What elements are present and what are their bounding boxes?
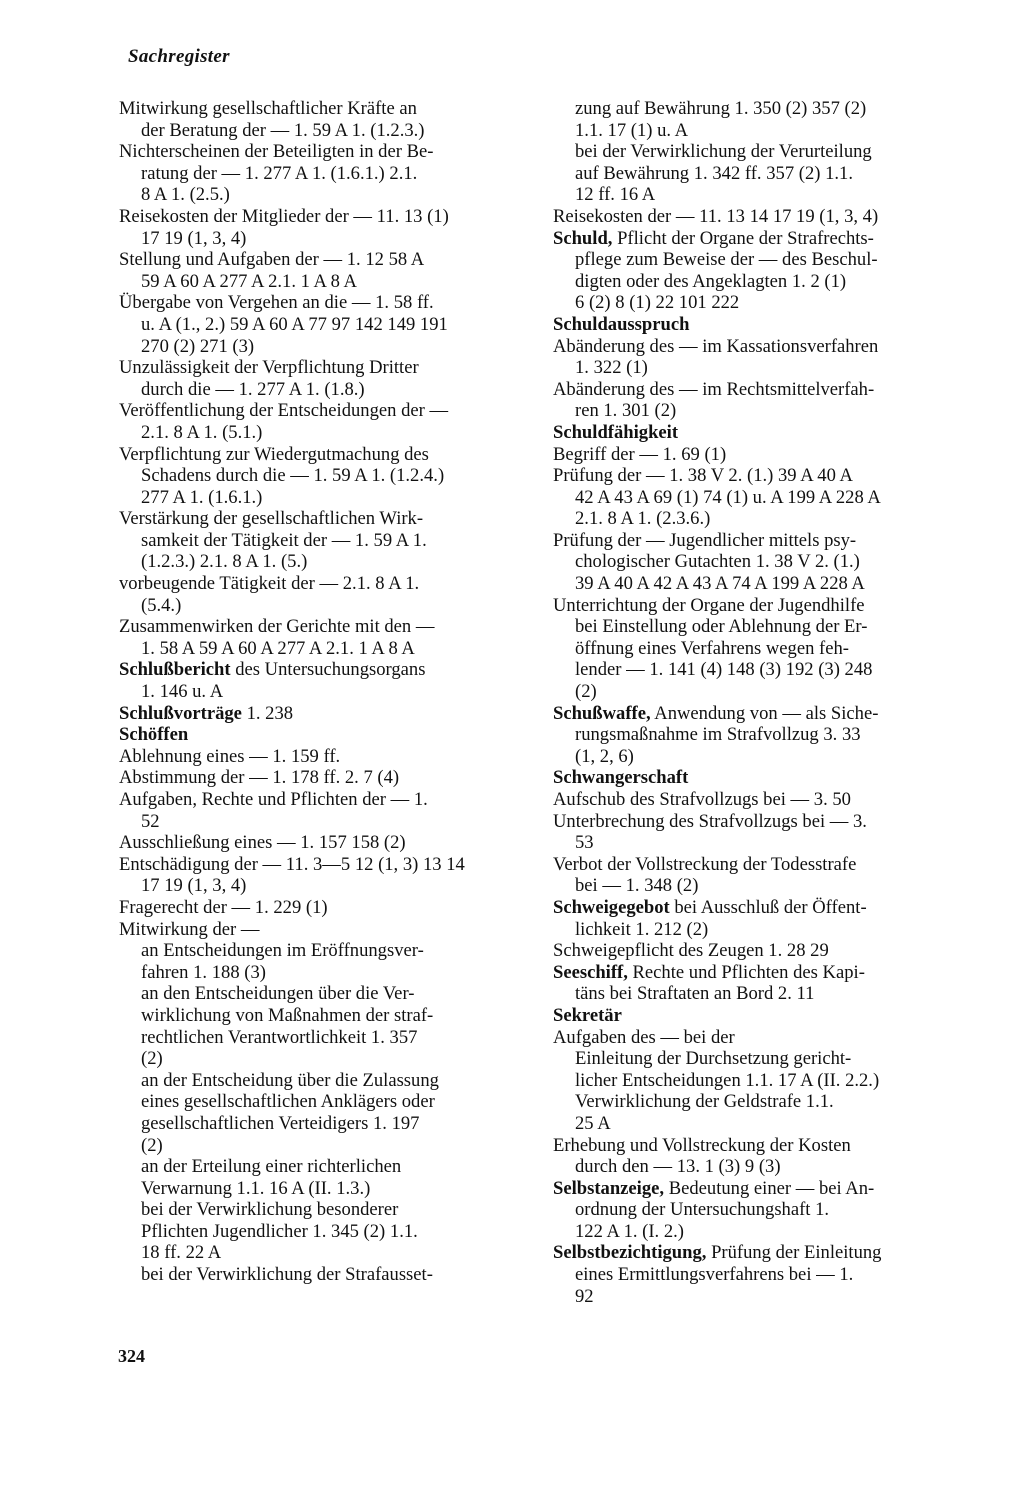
index-entry-line bbox=[553, 120, 965, 142]
index-entry-line bbox=[553, 1286, 965, 1308]
index-entry-text: 1.1. 17 (1) u. A bbox=[575, 119, 689, 141]
index-entry-text: Pflichten Jugendlicher 1. 345 (2) 1.1. bbox=[141, 1220, 418, 1242]
index-entry-line bbox=[553, 163, 965, 185]
index-entry-text: Verwirklichung der Geldstrafe 1.1. bbox=[575, 1091, 834, 1113]
index-heading-term: Schweigegebot bbox=[553, 896, 670, 918]
index-entry-line bbox=[119, 551, 532, 573]
index-entry-line bbox=[119, 120, 532, 142]
index-entry-text: an den Entscheidungen über die Ver- bbox=[141, 983, 415, 1005]
index-entry-text: (1.2.3.) 2.1. 8 A 1. (5.) bbox=[141, 551, 308, 573]
page-number: 324 bbox=[118, 1346, 145, 1366]
index-entry-text: Veröffentlichung der Entscheidungen der — bbox=[119, 400, 449, 422]
index-heading-line bbox=[553, 314, 965, 336]
index-entry-text: an der Erteilung einer richterlichen bbox=[141, 1156, 402, 1178]
index-entry-line bbox=[119, 875, 532, 897]
index-heading-term: Seeschiff, bbox=[553, 961, 628, 983]
index-entry-line bbox=[553, 1156, 965, 1178]
index-entry-line bbox=[553, 983, 965, 1005]
index-entry-line bbox=[553, 1091, 965, 1113]
index-entry-line bbox=[119, 1091, 532, 1113]
index-entry-text: Zusammenwirken der Gerichte mit den — bbox=[119, 616, 435, 638]
index-entry-text: 1. 238 bbox=[241, 702, 294, 724]
index-entry-text: bei der Verwirklichung der Verurteilung bbox=[575, 141, 872, 163]
index-entry-line bbox=[119, 400, 532, 422]
index-entry-text: Nichterscheinen der Beteiligten in der Be- bbox=[119, 141, 434, 163]
index-entry-text: rechtlichen Verantwortlichkeit 1. 357 bbox=[141, 1026, 418, 1048]
index-entry-line bbox=[119, 789, 532, 811]
index-entry-text: fahren 1. 188 (3) bbox=[141, 961, 266, 983]
index-entry-line bbox=[119, 1048, 532, 1070]
index-entry-line bbox=[553, 659, 965, 681]
index-entry-line bbox=[553, 249, 965, 271]
index-entry-text: ren 1. 301 (2) bbox=[575, 400, 677, 422]
index-entry-line bbox=[119, 336, 532, 358]
index-entry-text: Abstimmung der — 1. 178 ff. 2. 7 (4) bbox=[119, 767, 400, 789]
index-entry-line bbox=[553, 465, 965, 487]
index-entry-text: samkeit der Tätigkeit der — 1. 59 A 1. bbox=[141, 529, 427, 551]
index-entry-text: 17 19 (1, 3, 4) bbox=[141, 227, 247, 249]
index-entry-line bbox=[553, 940, 965, 962]
index-entry-text: pflege zum Beweise der — des Beschul- bbox=[575, 249, 878, 271]
index-entry-line bbox=[119, 1264, 532, 1286]
index-entry-line bbox=[119, 379, 532, 401]
index-entry-text: eines Ermittlungsverfahrens bei — 1. bbox=[575, 1264, 854, 1286]
index-heading-term: Schuldausspruch bbox=[553, 313, 690, 335]
index-entry-text: durch den — 13. 1 (3) 9 (3) bbox=[575, 1156, 781, 1178]
index-entry-text: 17 19 (1, 3, 4) bbox=[141, 875, 247, 897]
index-entry-line bbox=[553, 292, 965, 314]
index-heading-term: Selbstbezichtigung, bbox=[553, 1242, 707, 1264]
index-entry-text: (5.4.) bbox=[141, 594, 182, 616]
index-column-right bbox=[553, 98, 965, 1307]
index-entry-text: Aufgaben des — bei der bbox=[553, 1026, 735, 1048]
index-entry-line bbox=[553, 1264, 965, 1286]
index-entry-text: ratung der — 1. 277 A 1. (1.6.1.) 2.1. bbox=[141, 162, 418, 184]
index-entry-text: Aufschub des Strafvollzugs bei — 3. 50 bbox=[553, 789, 851, 810]
index-entry-text: u. A (1., 2.) 59 A 60 A 77 97 142 149 191 bbox=[141, 313, 448, 335]
index-entry-text: digten oder des Angeklagten 1. 2 (1) bbox=[575, 270, 847, 292]
index-entry-line bbox=[553, 638, 965, 660]
index-heading-term: Schuld, bbox=[553, 227, 613, 249]
index-heading-line bbox=[553, 1178, 965, 1200]
index-entry-line bbox=[119, 638, 532, 660]
index-entry-text: 1. 146 u. A bbox=[141, 681, 224, 703]
index-entry-line bbox=[553, 336, 965, 358]
index-entry-text: Prüfung der — Jugendlicher mittels psy- bbox=[553, 529, 857, 551]
index-entry-line bbox=[119, 940, 532, 962]
index-entry-line bbox=[119, 811, 532, 833]
index-entry-line bbox=[119, 897, 532, 919]
index-entry-text: 52 bbox=[141, 810, 160, 832]
index-entry-text: durch die — 1. 277 A 1. (1.8.) bbox=[141, 378, 365, 400]
index-entry-text: Rechte und Pflichten des Kapi- bbox=[627, 961, 865, 983]
index-entry-text: Verwarnung 1.1. 16 A (II. 1.3.) bbox=[141, 1177, 371, 1199]
index-entry-text: Verpflichtung zur Wiedergutmachung des bbox=[119, 443, 429, 465]
index-entry-text: Ausschließung eines — 1. 157 158 (2) bbox=[119, 832, 406, 854]
index-entry-line bbox=[119, 141, 532, 163]
index-entry-line bbox=[119, 508, 532, 530]
index-entry-text: bei der Verwirklichung besonderer bbox=[141, 1199, 399, 1221]
index-entry-line bbox=[119, 919, 532, 941]
index-entry-line bbox=[119, 530, 532, 552]
index-entry-line bbox=[119, 1005, 532, 1027]
index-entry-text: (1, 2, 6) bbox=[575, 745, 634, 767]
index-entry-line bbox=[119, 983, 532, 1005]
index-entry-text: licher Entscheidungen 1.1. 17 A (II. 2.2.) bbox=[575, 1069, 880, 1091]
index-heading-line bbox=[553, 962, 965, 984]
index-entry-text: Erhebung und Vollstreckung der Kosten bbox=[553, 1134, 851, 1156]
index-entry-line bbox=[553, 1199, 965, 1221]
index-entry-text: lichkeit 1. 212 (2) bbox=[575, 918, 709, 940]
index-entry-text: der Beratung der — 1. 59 A 1. (1.2.3.) bbox=[141, 119, 425, 141]
index-heading-term: Schwangerschaft bbox=[553, 767, 689, 789]
index-entry-line bbox=[119, 767, 532, 789]
index-entry-line bbox=[553, 1027, 965, 1049]
index-heading-line bbox=[553, 767, 965, 789]
index-heading-term: Schlußbericht bbox=[119, 659, 231, 681]
index-entry-text: 122 A 1. (I. 2.) bbox=[575, 1220, 684, 1242]
index-entry-line bbox=[553, 206, 965, 228]
index-entry-line bbox=[119, 1199, 532, 1221]
index-entry-line bbox=[119, 206, 532, 228]
index-entry-text: ordnung der Untersuchungshaft 1. bbox=[575, 1199, 830, 1221]
index-entry-text: 1. 58 A 59 A 60 A 277 A 2.1. 1 A 8 A bbox=[141, 637, 415, 659]
index-heading-term: Schöffen bbox=[119, 724, 189, 746]
index-entry-line bbox=[553, 487, 965, 509]
index-entry-line bbox=[553, 379, 965, 401]
index-heading-line bbox=[553, 897, 965, 919]
index-entry-line bbox=[119, 487, 532, 509]
index-entry-line bbox=[119, 1156, 532, 1178]
index-entry-text: bei Einstellung oder Ablehnung der Er- bbox=[575, 616, 868, 638]
index-heading-term: Schlußvorträge bbox=[119, 702, 242, 724]
index-entry-text: chologischer Gutachten 1. 38 V 2. (1.) bbox=[575, 551, 860, 573]
index-heading-line bbox=[553, 422, 965, 444]
index-entry-text: Prüfung der Einleitung bbox=[706, 1242, 882, 1264]
index-entry-text: Begriff der — 1. 69 (1) bbox=[553, 443, 727, 465]
index-entry-text: 39 A 40 A 42 A 43 A 74 A 199 A 228 A bbox=[575, 573, 865, 595]
index-entry-line bbox=[119, 465, 532, 487]
index-entry-line bbox=[553, 875, 965, 897]
index-entry-line bbox=[119, 444, 532, 466]
index-entry-line bbox=[553, 1113, 965, 1135]
index-entry-text: (2) bbox=[141, 1134, 163, 1156]
index-entry-line bbox=[119, 1113, 532, 1135]
index-entry-text: Anwendung von — als Siche- bbox=[650, 702, 879, 724]
index-entry-text: 270 (2) 271 (3) bbox=[141, 335, 255, 357]
index-entry-line bbox=[119, 228, 532, 250]
index-entry-text: 2.1. 8 A 1. (5.1.) bbox=[141, 421, 263, 443]
index-entry-text: Bedeutung einer — bei An- bbox=[664, 1177, 875, 1199]
index-entry-text: Prüfung der — 1. 38 V 2. (1.) 39 A 40 A bbox=[553, 465, 853, 487]
index-entry-text: 53 bbox=[575, 832, 594, 854]
index-entry-line bbox=[553, 724, 965, 746]
index-entry-text: 25 A bbox=[575, 1112, 611, 1134]
index-heading-line bbox=[553, 228, 965, 250]
index-heading-term: Schußwaffe, bbox=[553, 702, 651, 724]
index-entry-text: 12 ff. 16 A bbox=[575, 184, 656, 206]
index-entry-line bbox=[553, 141, 965, 163]
index-entry-line bbox=[553, 854, 965, 876]
index-entry-text: 8 A 1. (2.5.) bbox=[141, 184, 230, 206]
index-entry-line bbox=[119, 249, 532, 271]
index-entry-text: 277 A 1. (1.6.1.) bbox=[141, 486, 263, 508]
index-entry-text: an Entscheidungen im Eröffnungsver- bbox=[141, 940, 424, 962]
index-entry-text: bei — 1. 348 (2) bbox=[575, 875, 699, 897]
index-entry-text: öffnung eines Verfahrens wegen feh- bbox=[575, 637, 849, 659]
index-entry-text: Aufgaben, Rechte und Pflichten der — 1. bbox=[119, 789, 428, 810]
index-entry-text: (2) bbox=[575, 681, 597, 703]
index-heading-term: Selbstanzeige, bbox=[553, 1177, 665, 1199]
index-entry-line bbox=[553, 530, 965, 552]
index-entry-line bbox=[119, 271, 532, 293]
index-entry-text: des Untersuchungsorgans bbox=[230, 659, 426, 681]
index-entry-text: Ablehnung eines — 1. 159 ff. bbox=[119, 745, 341, 767]
index-entry-line bbox=[553, 573, 965, 595]
index-entry-text: Mitwirkung der — bbox=[119, 918, 260, 940]
index-heading-line bbox=[119, 659, 532, 681]
index-entry-line bbox=[119, 1070, 532, 1092]
index-entry-line bbox=[553, 1221, 965, 1243]
index-entry-text: 18 ff. 22 A bbox=[141, 1242, 222, 1264]
index-entry-text: 6 (2) 8 (1) 22 101 222 bbox=[575, 292, 740, 314]
index-entry-line bbox=[119, 314, 532, 336]
index-entry-line bbox=[553, 1048, 965, 1070]
index-entry-text: Reisekosten der Mitglieder der — 11. 13 (1) bbox=[119, 205, 449, 227]
index-entry-line bbox=[119, 616, 532, 638]
index-entry-line bbox=[553, 746, 965, 768]
index-entry-text: Fragerecht der — 1. 229 (1) bbox=[119, 896, 328, 918]
index-entry-line bbox=[553, 595, 965, 617]
index-entry-text: 42 A 43 A 69 (1) 74 (1) u. A 199 A 228 A bbox=[575, 486, 881, 508]
index-entry-line bbox=[553, 832, 965, 854]
index-entry-line bbox=[119, 422, 532, 444]
index-entry-line bbox=[119, 746, 532, 768]
index-entry-text: Unterrichtung der Organe der Jugendhilfe bbox=[553, 594, 865, 616]
index-entry-text: Pflicht der Organe der Strafrechts- bbox=[612, 227, 874, 249]
index-entry-text: (2) bbox=[141, 1048, 163, 1070]
index-entry-line bbox=[119, 595, 532, 617]
index-entry-line bbox=[119, 1027, 532, 1049]
index-entry-text: gesellschaftlichen Verteidigers 1. 197 bbox=[141, 1112, 420, 1134]
index-entry-text: Abänderung des — im Rechtsmittelverfah- bbox=[553, 378, 875, 400]
index-entry-text: auf Bewährung 1. 342 ff. 357 (2) 1.1. bbox=[575, 162, 853, 184]
page-title: Sachregister bbox=[128, 46, 230, 67]
index-entry-line bbox=[119, 832, 532, 854]
index-entry-line bbox=[553, 271, 965, 293]
index-heading-line bbox=[119, 724, 532, 746]
index-entry-line bbox=[119, 962, 532, 984]
index-entry-line bbox=[553, 357, 965, 379]
index-entry-line bbox=[553, 616, 965, 638]
index-entry-line bbox=[119, 854, 532, 876]
index-entry-text: 92 bbox=[575, 1285, 594, 1307]
index-entry-text: Verbot der Vollstreckung der Todesstrafe bbox=[553, 853, 857, 875]
index-entry-text: 2.1. 8 A 1. (2.3.6.) bbox=[575, 508, 711, 530]
index-entry-line bbox=[553, 1135, 965, 1157]
index-entry-line bbox=[553, 508, 965, 530]
index-entry-text: Abänderung des — im Kassationsverfahren bbox=[553, 335, 879, 357]
index-entry-line bbox=[119, 98, 532, 120]
index-heading-term: Sekretär bbox=[553, 1004, 622, 1026]
index-entry-text: eines gesellschaftlichen Anklägers oder bbox=[141, 1091, 435, 1113]
index-heading-line bbox=[553, 1242, 965, 1264]
index-entry-line bbox=[119, 1135, 532, 1157]
index-entry-line bbox=[553, 919, 965, 941]
index-heading-term: Schuldfähigkeit bbox=[553, 421, 679, 443]
index-entry-line bbox=[119, 573, 532, 595]
index-entry-line bbox=[119, 1242, 532, 1264]
index-entry-line bbox=[553, 98, 965, 120]
index-entry-text: Entschädigung der — 11. 3—5 12 (1, 3) 13 14 bbox=[119, 853, 465, 875]
index-entry-text: Einleitung der Durchsetzung gericht- bbox=[575, 1048, 852, 1070]
index-entry-text: rungsmaßnahme im Strafvollzug 3. 33 bbox=[575, 724, 861, 746]
index-heading-line bbox=[119, 703, 532, 725]
index-entry-text: bei Ausschluß der Öffent- bbox=[669, 896, 867, 918]
index-entry-text: Verstärkung der gesellschaftlichen Wirk- bbox=[119, 508, 424, 530]
index-entry-line bbox=[553, 444, 965, 466]
index-entry-text: zung auf Bewährung 1. 350 (2) 357 (2) bbox=[575, 98, 867, 119]
index-entry-line bbox=[119, 681, 532, 703]
index-entry-line bbox=[553, 811, 965, 833]
index-entry-text: an der Entscheidung über die Zulassung bbox=[141, 1069, 439, 1091]
index-entry-text: lender — 1. 141 (4) 148 (3) 192 (3) 248 bbox=[575, 659, 873, 681]
index-entry-text: Stellung und Aufgaben der — 1. 12 58 A bbox=[119, 249, 425, 271]
index-entry-text: Unzulässigkeit der Verpflichtung Dritter bbox=[119, 357, 419, 379]
index-heading-line bbox=[553, 1005, 965, 1027]
index-entry-text: Mitwirkung gesellschaftlicher Kräfte an bbox=[119, 98, 417, 119]
index-entry-line bbox=[553, 400, 965, 422]
index-entry-text: bei der Verwirklichung der Strafausset- bbox=[141, 1264, 433, 1286]
index-entry-line bbox=[119, 357, 532, 379]
index-entry-line bbox=[119, 163, 532, 185]
index-entry-line bbox=[119, 184, 532, 206]
index-entry-line bbox=[119, 292, 532, 314]
index-entry-text: 1. 322 (1) bbox=[575, 357, 648, 379]
index-entry-text: Reisekosten der — 11. 13 14 17 19 (1, 3, 4) bbox=[553, 205, 879, 227]
index-entry-text: täns bei Straftaten an Bord 2. 11 bbox=[575, 983, 815, 1005]
index-entry-line bbox=[553, 184, 965, 206]
index-entry-line bbox=[553, 789, 965, 811]
index-entry-text: Schadens durch die — 1. 59 A 1. (1.2.4.) bbox=[141, 465, 445, 487]
index-entry-line bbox=[553, 1070, 965, 1092]
index-entry-line bbox=[553, 551, 965, 573]
index-entry-text: wirklichung von Maßnahmen der straf- bbox=[141, 1004, 434, 1026]
index-entry-text: Übergabe von Vergehen an die — 1. 58 ff. bbox=[119, 292, 434, 314]
index-entry-line bbox=[119, 1178, 532, 1200]
index-entry-text: vorbeugende Tätigkeit der — 2.1. 8 A 1. bbox=[119, 573, 420, 595]
index-heading-line bbox=[553, 703, 965, 725]
index-entry-text: Schweigepflicht des Zeugen 1. 28 29 bbox=[553, 940, 829, 962]
index-entry-text: 59 A 60 A 277 A 2.1. 1 A 8 A bbox=[141, 270, 357, 292]
index-entry-line bbox=[119, 1221, 532, 1243]
index-entry-text: Unterbrechung des Strafvollzugs bei — 3. bbox=[553, 810, 867, 832]
index-entry-line bbox=[553, 681, 965, 703]
index-column-left bbox=[119, 98, 532, 1286]
